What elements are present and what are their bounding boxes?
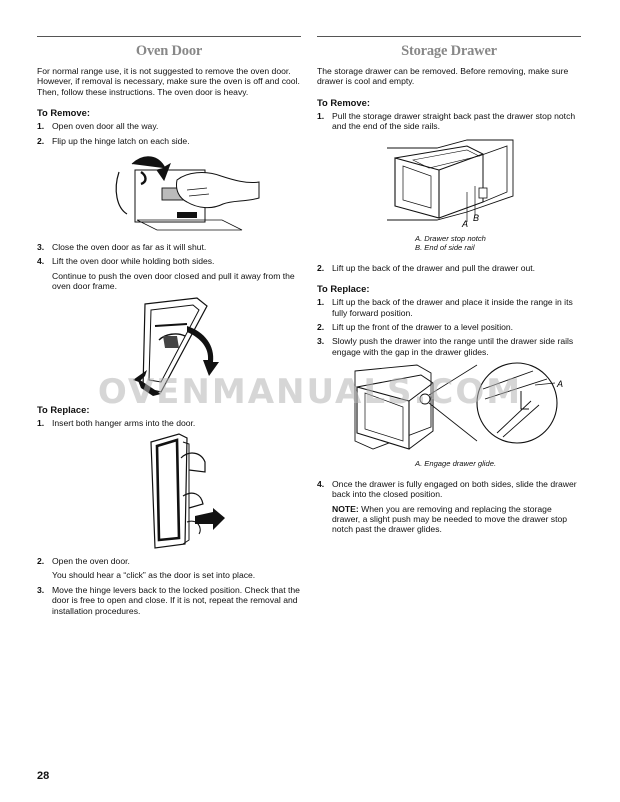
remove-steps-list bbox=[37, 121, 301, 146]
oven-door-column bbox=[37, 36, 301, 620]
fig2-label-a: A bbox=[557, 379, 564, 390]
list-item: 2. Open the oven door. You should hear a “click” as the door is set into place. bbox=[37, 556, 256, 581]
note: NOTE: When you are removing and replacing the storage drawer, a slight push may be needed to move the drawer stop notch past the drawer glides. bbox=[332, 503, 568, 535]
list-item: 3. Slowly push the drawer into the range until the drawer side rails engage with the gap in the drawer glides. bbox=[317, 336, 574, 357]
page-number: 28 bbox=[37, 770, 50, 782]
drawer-remove-steps-list-continued bbox=[317, 263, 581, 273]
storage-drawer-column bbox=[317, 36, 581, 539]
section-title-oven-door: Oven Door bbox=[135, 43, 203, 59]
list-item: 1. Open oven door all the way. bbox=[37, 121, 159, 132]
hanger-arms-illustration bbox=[37, 432, 301, 552]
fig2-caption: A. Engage drawer glide. bbox=[415, 459, 497, 469]
replace-heading: To Replace: bbox=[317, 283, 370, 295]
replace-heading: To Replace: bbox=[37, 403, 90, 415]
fig1-label-a: A bbox=[462, 218, 469, 229]
replace-steps-list-continued bbox=[37, 556, 301, 616]
list-item: 1. Pull the storage drawer straight back past the drawer stop notch and the end of the side rails. bbox=[317, 110, 576, 132]
remove-heading: To Remove: bbox=[317, 96, 370, 108]
fig1-caption-b: B. End of side rail bbox=[415, 243, 475, 253]
drawer-replace-steps-list-continued bbox=[317, 479, 581, 535]
list-item: 2. Lift up the front of the drawer to a level position. bbox=[317, 322, 514, 333]
list-item: 1. Insert both hanger arms into the door. bbox=[37, 417, 196, 428]
list-item: 3. Move the hinge levers back to the locked position. Check that the door is free to open and close. If it is not, repeat the removal and installation procedures. bbox=[37, 584, 300, 616]
section-rule bbox=[37, 36, 301, 37]
hinge-latch-illustration bbox=[37, 150, 301, 238]
storage-drawer-intro: The storage drawer can be removed. Before removing, make sure drawer is cool and empty. bbox=[317, 66, 569, 87]
remove-heading: To Remove: bbox=[37, 107, 90, 119]
list-item: 3. Close the oven door as far as it will shut. bbox=[37, 242, 207, 253]
drawer-glide-illustration bbox=[317, 361, 581, 453]
section-title-storage-drawer: Storage Drawer bbox=[401, 43, 497, 59]
list-item: 2. Lift up the back of the drawer and pull the drawer out. bbox=[317, 262, 536, 273]
list-item: 4. Once the drawer is fully engaged on both sides, slide the drawer back into the closed position. NOTE: When you are removing and replacing the storage drawer, a slight push may be needed to move the drawer stop notch past the drawer glides. bbox=[317, 479, 581, 535]
list-item: 1. Lift up the back of the drawer and place it inside the range in its fully forward position. bbox=[317, 297, 573, 318]
replace-steps-list bbox=[37, 418, 301, 428]
fig1-caption-a: A. Drawer stop notch bbox=[415, 233, 486, 243]
drawer-replace-steps-list bbox=[317, 297, 581, 357]
remove-steps-list-continued bbox=[37, 242, 301, 292]
watermark: OVENMANUALS.COM bbox=[97, 372, 523, 412]
list-item: 4. Lift the oven door while holding both sides. Continue to push the oven door closed and pull it away from the oven door frame. bbox=[37, 256, 295, 292]
oven-door-intro: For normal range use, it is not suggested to remove the oven door. However, if removal is necessary, make sure the oven is off and cool. Then, follow these instructions. The oven door is heavy. bbox=[37, 66, 300, 97]
section-rule bbox=[317, 36, 581, 37]
lift-door-illustration bbox=[37, 296, 301, 398]
drawer-remove-steps-list bbox=[317, 111, 581, 132]
drawer-stop-notch-illustration bbox=[317, 136, 581, 230]
list-item: 2. Flip up the hinge latch on each side. bbox=[37, 135, 190, 146]
fig1-label-b: B bbox=[473, 212, 480, 223]
